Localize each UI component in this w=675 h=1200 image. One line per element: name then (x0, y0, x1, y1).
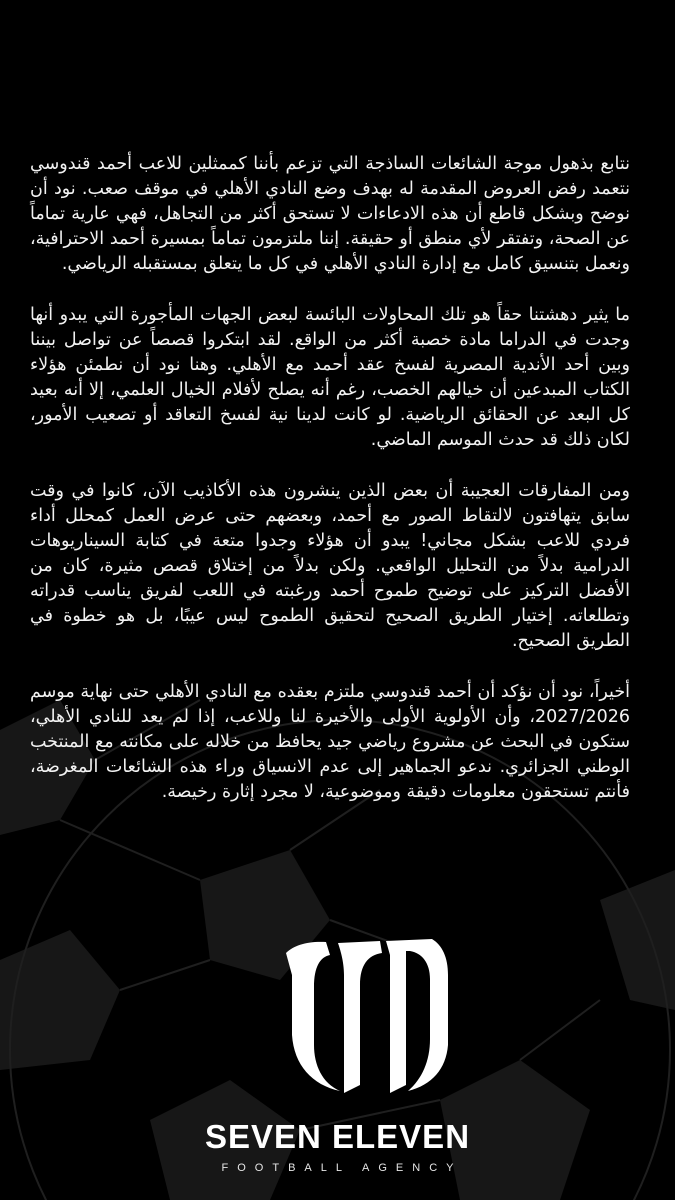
brand-name: SEVEN ELEVEN (204, 1118, 471, 1155)
seven-eleven-logo-icon (282, 935, 452, 1095)
brand-subtitle: FOOTBALL AGENCY (221, 1162, 463, 1174)
statement-paragraph-2: ما يثير دهشتنا حقاً هو تلك المحاولات البائسة لبعض الجهات المأجورة التي يبدو أنها وجدت في الدراما مادة خصبة أكثر من الواقع. لقد ابتكروا قصصاً عن تواصل بيننا وبين أحد الأندية المصرية لفسخ عقد أحمد مع الأهلي. وهنا نود أن نطمئن هؤلاء الكتاب المبدعين أن خيالهم الخصب، رغم أنه يصلح لأفلام الخيال العلمي، إلا أنه بعيد كل البعد عن الحقائق الرياضية. لو كانت لدينا نية لفسخ التعاقد أو تصعيب الأمور، لكان ذلك قد حدث الموسم الماضي. (30, 305, 630, 450)
statement-paragraph-1: نتابع بذهول موجة الشائعات الساذجة التي تزعم بأننا كممثلين للاعب أحمد قندوسي نتعمد رفض العروض المقدمة له بهدف وضع النادي الأهلي في موقف صعب. نود أن نوضح وبشكل قاطع أن هذه الادعاءات لا تستحق أكثر من التجاهل، فهي عارية تماماً عن الصحة، وتفتقر لأي منطق أو حقيقة. إننا ملتزمون تماماً بمسيرة أحمد الاحترافية، ونعمل بتنسيق كامل مع إدارة النادي الأهلي في كل ما يتعلق بمستقبله الرياضي. (30, 154, 630, 274)
statement-text (30, 152, 630, 831)
statement-paragraph-3: ومن المفارقات العجيبة أن بعض الذين ينشرون هذه الأكاذيب الآن، كانوا في وقت سابق يتهافتون لالتقاط الصور مع أحمد، وبعضهم حتى عرض العمل كمحلل أداء فردي للاعب بشكل مجاني! يبدو أن هؤلاء وجدوا متعة في كتابة السيناريوهات الدرامية بدلاً من التحليل الواقعي. ولكن بدلاً من إختلاق قصص مثيرة، كان من الأفضل التركيز على توضيح طموح أحمد ورغبته في اللعب لفريق يناسب قدراته وتطلعاته. إختيار الطريق الصحيح لتحقيق الطموح ليس عيبًا، بل هو خطوة في الطريق الصحيح. (30, 481, 630, 651)
statement-paragraph-4: أخيراً، نود أن نؤكد أن أحمد قندوسي ملتزم بعقده مع النادي الأهلي حتى نهاية موسم 2027/2026، وأن الأولوية الأولى والأخيرة لنا وللاعب، إذا لم يعد للنادي الأهلي، ستكون في البحث عن مشروع رياضي جيد يحافظ من خلاله على مكانته مع المنتخب الوطني الجزائري. ندعو الجماهير إلى عدم الانسياق وراء هذه الشائعات المغرضة، فأنتم تستحقون معلومات دقيقة وموضوعية، لا مجرد إثارة رخيصة. (30, 682, 630, 802)
